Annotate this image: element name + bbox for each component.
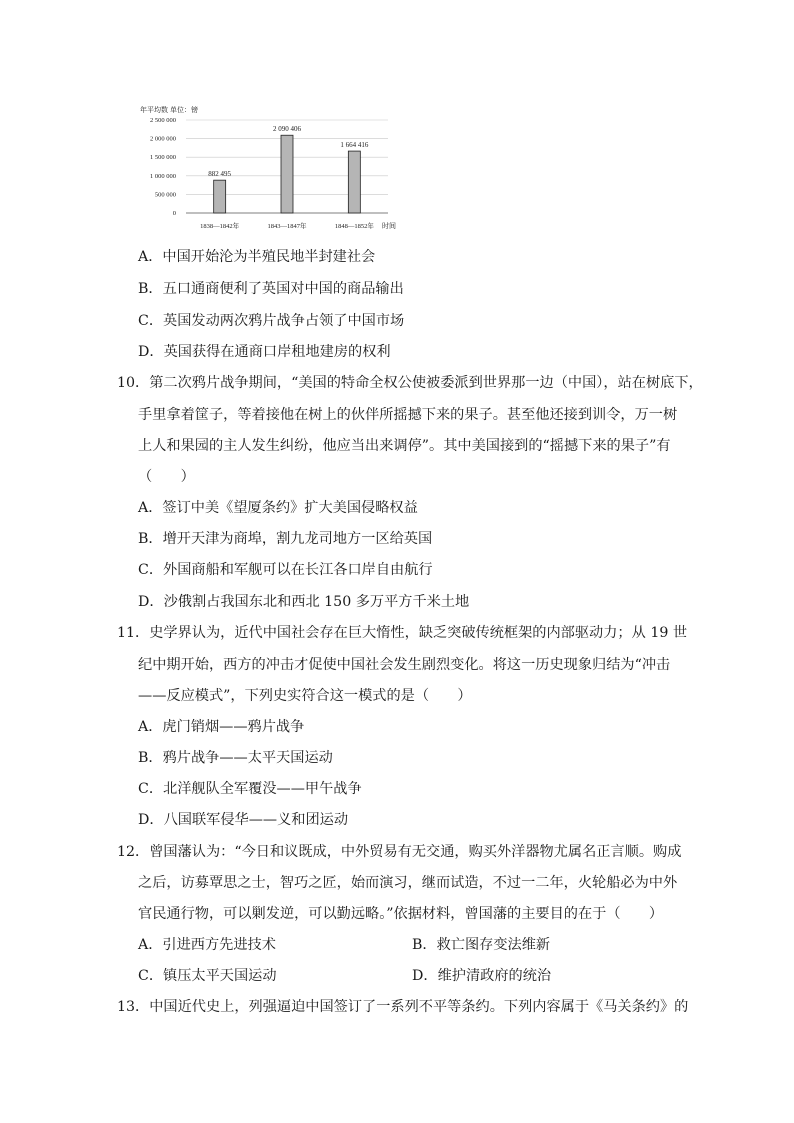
q10-option-b[interactable]: B．增开天津为商埠，割九龙司地方一区给英国: [138, 531, 433, 547]
q12-stem-line-2: 之后，访募覃思之士，智巧之匠，始而演习，继而试造，不过一二年，火轮船必为中外: [138, 875, 678, 891]
bar-chart: [138, 100, 428, 235]
q10-option-c[interactable]: C．外国商船和军舰可以在长江各口岸自由航行: [138, 562, 433, 578]
q10-answer-blank: （ ）: [138, 469, 195, 485]
q10-stem-line-3: 上人和果园的主人发生纠纷，他应当出来调停”。其中美国接到的“摇撼下来的果子”有: [138, 438, 671, 454]
q11-option-d[interactable]: D．八国联军侵华——义和团运动: [138, 812, 349, 828]
q10-stem-line-2: 手里拿着筐子，等着接他在树上的伙伴所摇撼下来的果子。甚至他还接到训令，万一树: [138, 407, 678, 423]
bar: [214, 180, 226, 213]
chart-xlabel: 时间: [382, 222, 396, 230]
q9-option-d[interactable]: D．英国获得在通商口岸租地建房的权利: [138, 344, 391, 360]
y-tick-label: 500 000: [154, 191, 176, 199]
bar: [281, 135, 293, 213]
q12-stem-line-3: 官民通行物，可以剿发逆，可以勤远略。”依据材料，曾国藩的主要目的在于（ ）: [138, 906, 664, 922]
q11-stem-line-2: 纪中期开始，西方的冲击才促使中国社会发生剧烈变化。将这一历史现象归结为“冲击: [138, 657, 671, 673]
bar-value-label: 1 664 416: [340, 141, 369, 150]
chart-ylabel: 年平均数: [140, 106, 168, 114]
q12-option-c[interactable]: C．镇压太平天国运动: [138, 968, 277, 984]
y-tick-label: 0: [172, 210, 176, 217]
bar-value-label: 2 090 406: [273, 125, 301, 134]
x-tick-label: 1848—1852年: [334, 223, 374, 230]
q11-stem-line-3: ——反应模式”，下列史实符合这一模式的是（ ）: [138, 688, 472, 704]
q12-stem-line-1: 12．曾国藩认为：“今日和议既成，中外贸易有无交通，购买外洋器物尤属名正言顺。购成: [117, 844, 682, 860]
chart-unit: 单位：镑: [170, 106, 198, 114]
bar: [348, 151, 360, 213]
y-tick-label: 1 500 000: [150, 154, 176, 162]
q11-option-b[interactable]: B．鸦片战争——太平天国运动: [138, 750, 333, 766]
chart-y-ticks: [150, 117, 176, 217]
chart-bars: [214, 135, 361, 213]
q11-option-a[interactable]: A．虎门销烟——鸦片战争: [138, 719, 305, 735]
y-tick-label: 2 500 000: [150, 117, 176, 124]
q9-option-b[interactable]: B．五口通商便利了英国对中国的商品输出: [138, 281, 404, 297]
q12-option-a[interactable]: A．引进西方先进技术: [138, 937, 276, 953]
q13-stem-line-1: 13．中国近代史上，列强逼迫中国签订了一系列不平等条约。下列内容属于《马关条约》的: [117, 999, 689, 1015]
q9-option-c[interactable]: C．英国发动两次鸦片战争占领了中国市场: [138, 313, 405, 329]
q10-stem-line-1: 10．第二次鸦片战争期间，“美国的特命全权公使被委派到世界那一边（中国），站在树底下，: [117, 375, 703, 391]
x-tick-label: 1838—1842年: [200, 223, 240, 230]
x-tick-label: 1843—1847年: [267, 223, 307, 230]
q12-option-d[interactable]: D．维护清政府的统治: [412, 968, 552, 984]
q10-option-d[interactable]: D．沙俄割占我国东北和西北 150 多万平方千米土地: [138, 594, 470, 610]
chart-x-ticks: [200, 221, 374, 230]
y-tick-label: 1 000 000: [150, 172, 176, 180]
q12-option-b[interactable]: B．救亡图存变法维新: [412, 937, 551, 953]
bar-value-label: 882 495: [208, 170, 232, 179]
q10-option-a[interactable]: A．签订中美《望厦条约》扩大美国侵略权益: [138, 500, 418, 516]
q11-option-c[interactable]: C．北洋舰队全军覆没——甲午战争: [138, 781, 362, 797]
q9-option-a[interactable]: A．中国开始沦为半殖民地半封建社会: [138, 249, 376, 265]
y-tick-label: 2 000 000: [150, 135, 176, 143]
q11-stem-line-1: 11．史学界认为，近代中国社会存在巨大惰性，缺乏突破传统框架的内部驱动力；从 19 世: [117, 625, 688, 641]
